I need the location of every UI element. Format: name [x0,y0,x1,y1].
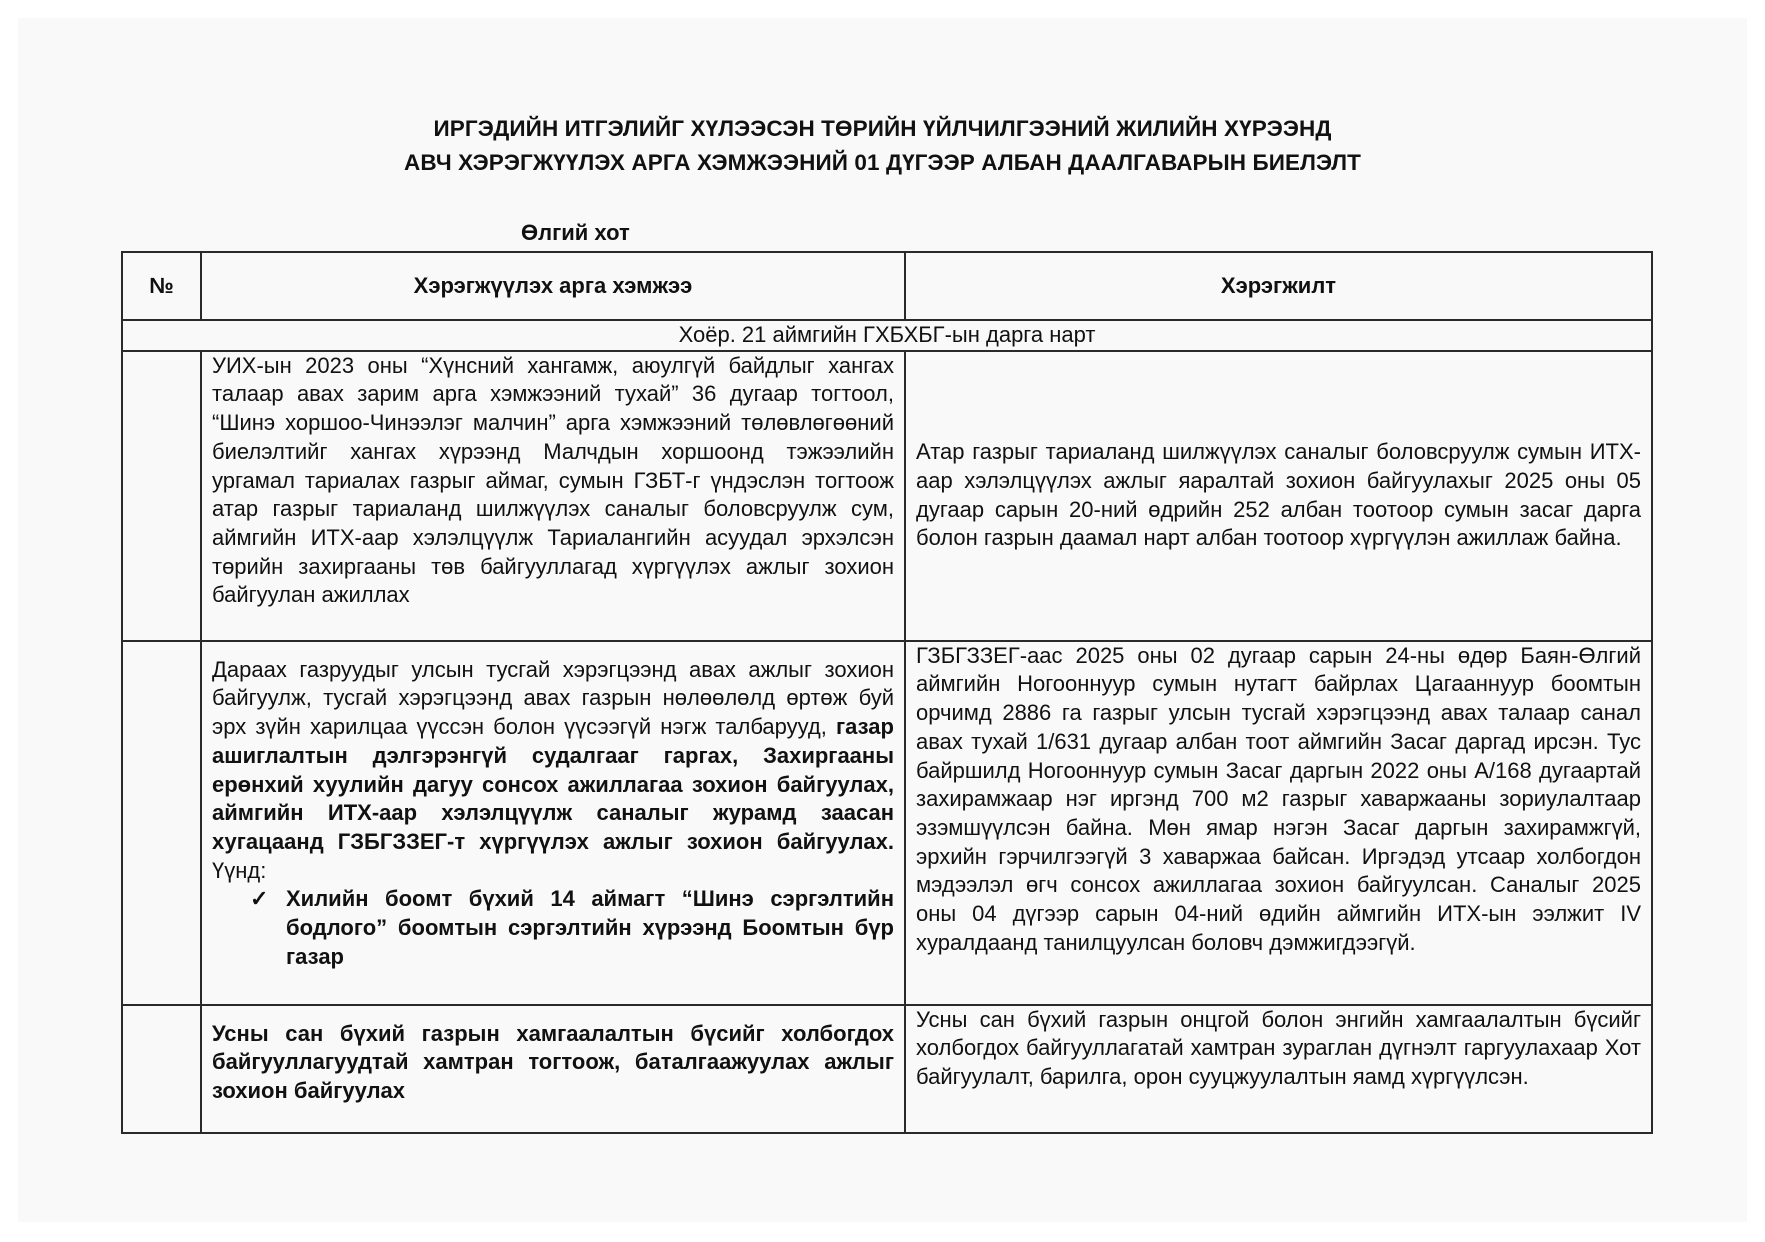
measure-cell: Усны сан бүхий газрын хамгаалалтын бүсийг холбогдох байгууллагуудтай хамтран тогтоож, баталгаажуулах ажлыг зохион байгуулах [201,1005,905,1133]
measure-intro-tail: Үүнд: [212,857,267,883]
table-row [122,1005,1652,1133]
document-title [0,112,1765,180]
implementation-cell: Усны сан бүхий газрын онцгой болон энгийн хамгаалалтын бүсийг холбогдох байгууллагатай хамтран зураглан дүгнэлт гаргуулахаар Хот байгуулалт, барилга, орон сууцжуулалтын яамд хүргүүлсэн. [905,1005,1652,1133]
row-number [122,1005,201,1133]
implementation-cell: Атар газрыг тариаланд шилжүүлэх саналыг боловсруулж сумын ИТХ-аар хэлэлцүүлэх ажлыг яаралтай зохион байгуулахыг 2025 оны 05 дугаар сарын 20-ний өдрийн 252 албан тоотоор сумын засаг дарга болон газрын даамал нарт албан тоотоор хүргүүлэн ажиллаж байна. [905,351,1652,641]
measure-intro-normal: Дараах газруудыг улсын тусгай хэрэгцээнд авах ажлыг зохион байгуулж, тусгай хэрэгцээнд авах газрын нөлөөлөлд өртөж буй эрх зүйн харилцаа үүссэн болон үүсээгүй нэгж талбарууд, [212,656,894,740]
implementation-cell: ГЗБГЗЗЕГ-аас 2025 оны 02 дугаар сарын 24-ны өдөр Баян-Өлгий аймгийн Ногооннуур сумын нутагт байрлах Цагааннуур боомтын орчимд 2886 га газрыг улсын тусгай хэрэгцээнд авах талаар санал авах тухай 1/631 дугаар албан тоот аймгийн Засаг даргад ирсэн. Тус байршилд Ногооннуур сумын Засаг даргын 2022 оны А/168 дугаартай захирамжаар нэг иргэнд 700 м2 газрыг хаваржааны зориулалтаар эзэмшүүлсэн байна. Мөн ямар нэгэн Засаг даргын захирамжгүй, эрхийн гэрчилгээгүй 3 хаваржаа байсан. Иргэдэд утсаар холбогдон мэдээлэл өгч сонсох ажиллагаа зохион байгуулсан. Саналыг 2025 оны 04 дүгээр сарын 04-ний өдийн аймгийн ИТХ-ын ээлжит IV хуралдаанд танилцуулсан боловч дэмжигдээгүй. [905,641,1652,1005]
header-number: № [122,252,201,320]
table-row [122,641,1652,1005]
measure-cell: УИХ-ын 2023 оны “Хүнсний хангамж, аюулгүй байдлыг хангах талаар авах зарим арга хэмжээний тухай” 36 дугаар тогтоол, “Шинэ хоршоо-Чинээлэг малчин” арга хэмжээний төлөвлөгөөний биелэлтийг хангах хүрээнд Малчдын хоршоонд тэжээлийн ургамал тариалах газрыг аймаг, сумын ГЗБТ-г үндэслэн тогтоож атар газрыг тариаланд шилжүүлэх саналыг боловсруулж сум, аймгийн ИТХ-аар хэлэлцүүлж Тариалангийн асуудал эрхэлсэн төрийн захиргааны төв байгууллагад хүргүүлэх ажлыг зохион байгуулан ажиллах [201,351,905,641]
row-number [122,351,201,641]
row-number [122,641,201,1005]
check-item-text: Хилийн боомт бүхий 14 аймагт “Шинэ сэргэлтийн бодлого” боомтын сэргэлтийн хүрээнд Боомтын бүр газар [286,886,894,969]
section-row [122,320,1652,351]
location-label: Өлгий хот [521,220,630,245]
table-row [122,351,1652,641]
title-line-1: ИРГЭДИЙН ИТГЭЛИЙГ ХҮЛЭЭСЭН ТӨРИЙН ҮЙЛЧИЛГЭЭНИЙ ЖИЛИЙН ХҮРЭЭНД [433,116,1332,141]
checkmark-icon: ✓ [250,886,269,912]
title-line-2: АВЧ ХЭРЭГЖҮҮЛЭХ АРГА ХЭМЖЭЭНИЙ 01 ДҮГЭЭР АЛБАН ДААЛГАВАРЫН БИЕЛЭЛТ [404,150,1361,175]
measure-cell [201,641,905,1005]
header-implementation: Хэрэгжилт [905,252,1652,320]
implementation-table [121,251,1653,1134]
section-title: Хоёр. 21 аймгийн ГХБХБГ-ын дарга нарт [122,320,1652,351]
header-measure: Хэрэгжүүлэх арга хэмжээ [201,252,905,320]
check-list-item [212,885,894,971]
measure-intro-bold: газар ашиглалтын дэлгэрэнгүй судалгааг гаргах, Захиргааны ерөнхий хуулийн дагуу сонсох ажиллагаа зохион байгуулах, аймгийн ИТХ-аар хэлэлцүүлж саналыг журамд заасан хугацаанд ГЗБГЗЗЕГ-т хүргүүлэх ажлыг зохион байгуулах. [212,714,894,854]
header-row [122,252,1652,320]
